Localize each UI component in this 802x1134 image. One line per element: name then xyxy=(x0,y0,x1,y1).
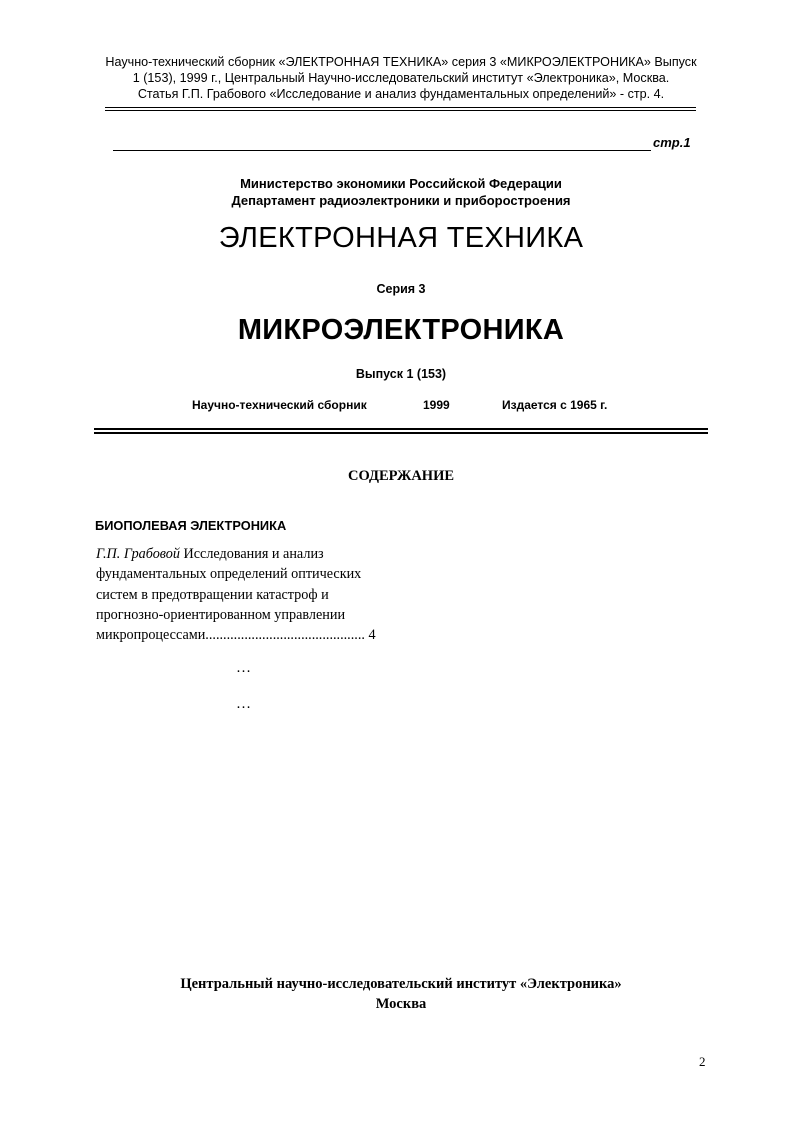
entry-title-line-4: прогнозно-ориентированном управлении xyxy=(96,606,346,623)
footer-institute: Центральный научно-исследовательский институт «Электроника» xyxy=(180,976,622,992)
header-rule-top xyxy=(105,107,696,108)
entry-title-line-5: микропроцессами............................................. 4 xyxy=(96,627,376,644)
ellipsis-1: … xyxy=(236,660,252,676)
entry-title-line-3: систем в предотвращении катастроф и xyxy=(96,586,329,603)
info-since: Издается с 1965 г. xyxy=(502,398,608,412)
ministry-line-2: Департамент радиоэлектроники и приборостроения xyxy=(231,193,571,208)
contents-section-title: БИОПОЛЕВАЯ ЭЛЕКТРОНИКА xyxy=(95,518,287,533)
header-line-1: Научно-технический сборник «ЭЛЕКТРОННАЯ ТЕХНИКА» серия 3 «МИКРОЭЛЕКТРОНИКА» Выпуск xyxy=(105,55,697,69)
page-number: 2 xyxy=(699,1054,706,1069)
contents-entry[interactable] xyxy=(96,544,426,645)
ellipsis-2: … xyxy=(236,696,252,712)
page-stamp: стр.1 xyxy=(653,135,691,150)
entry-author: Г.П. Грабовой xyxy=(96,546,180,562)
page-stamp-rule xyxy=(113,150,651,151)
header-line-3: Статья Г.П. Грабового «Исследование и анализ фундаментальных определений» - стр. 4. xyxy=(137,87,665,101)
header-line-2: 1 (153), 1999 г., Центральный Научно-исследовательский институт «Электроника», Москва. xyxy=(132,71,670,85)
footer-city: Москва xyxy=(375,996,427,1012)
info-year: 1999 xyxy=(423,398,450,412)
entry-title-line-1: Исследования и анализ xyxy=(179,546,324,562)
journal-title: ЭЛЕКТРОННАЯ ТЕХНИКА xyxy=(218,222,584,254)
divider-rule-bottom xyxy=(94,432,708,434)
series-title: МИКРОЭЛЕКТРОНИКА xyxy=(237,314,565,346)
info-type: Научно-технический сборник xyxy=(192,398,367,412)
divider-rule-top xyxy=(94,428,708,430)
series-label: Серия 3 xyxy=(376,282,426,296)
ministry-line-1: Министерство экономики Российской Федерации xyxy=(240,176,562,191)
contents-title: СОДЕРЖАНИЕ xyxy=(347,468,455,484)
entry-title-line-2: фундаментальных определений оптических xyxy=(96,566,362,583)
issue-label: Выпуск 1 (153) xyxy=(355,367,447,381)
header-rule-bottom xyxy=(105,110,696,111)
